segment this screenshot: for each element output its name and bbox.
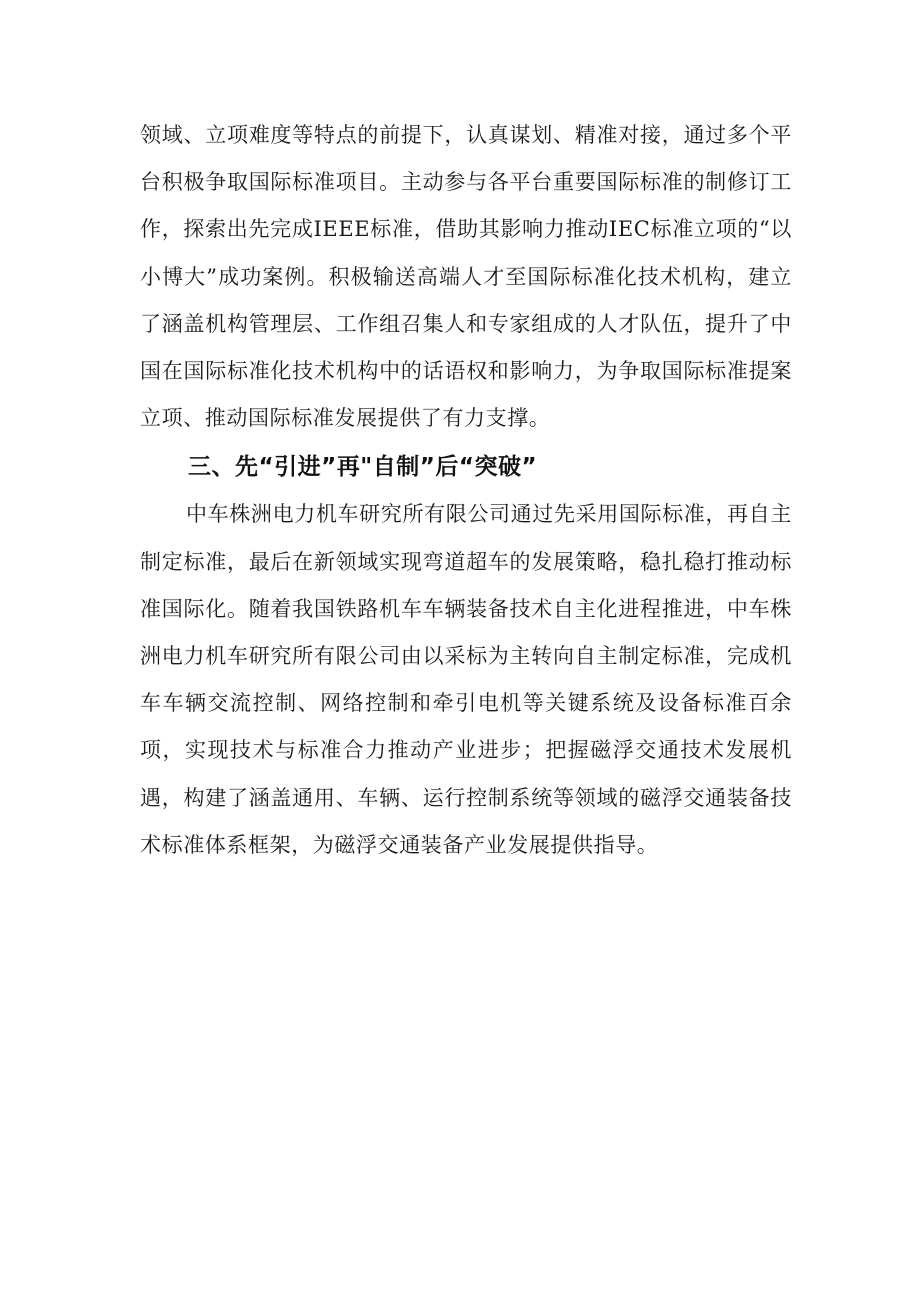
section-paragraph: 中车株洲电力机车研究所有限公司通过先采用国际标准，再自主制定标准，最后在新领域实现弯道超车的发展策略，稳扎稳打推动标准国际化。随着我国铁路机车车辆装备技术自主化进程推进，中车株洲电力机车研究所有限公司由以采标为主转向自主制定标准，完成机车车辆交流控制、网络控制和牵引电机等关键系统及设备标准百余项，实现技术与标准合力推动产业进步；把握磁浮交通技术发展机遇，构建了涵盖通用、车辆、运行控制系统等领域的磁浮交通装备技术标准体系框架，为磁浮交通装备产业发展提供指导。 [140, 502, 792, 857]
document-body [140, 112, 792, 869]
body-paragraph-continued: 领域、立项难度等特点的前提下，认真谋划、精准对接，通过多个平台积极争取国际标准项目。主动参与各平台重要国际标准的制修订工作，探索出先完成IEEE标准，借助其影响力推动IEC标准立项的“以小博大”成功案例。积极输送高端人才至国际标准化技术机构，建立了涵盖机构管理层、工作组召集人和专家组成的人才队伍，提升了中国在国际标准化技术机构中的话语权和影响力，为争取国际标准提案立项、推动国际标准发展提供了有力支撑。 [140, 123, 792, 431]
section-heading: 三、先“引进”再"自制”后“突破” [188, 454, 538, 481]
